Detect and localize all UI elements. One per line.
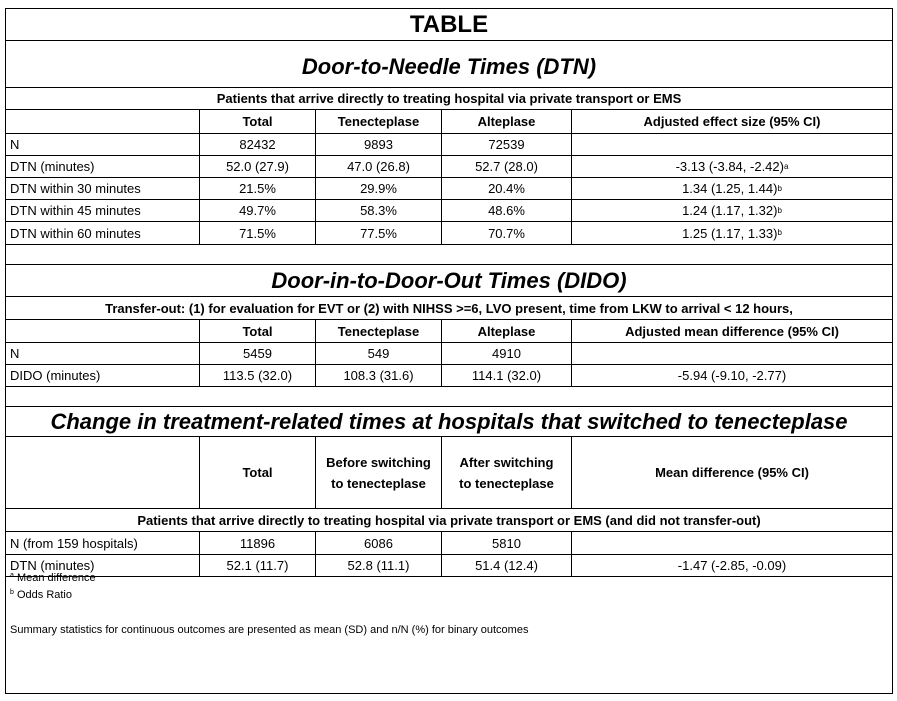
table-title-row	[6, 9, 892, 41]
cell-effect: -3.13 (-3.84, -2.42) a	[571, 156, 892, 177]
dido-title-row	[6, 265, 892, 297]
cell-total: 5459	[199, 343, 315, 364]
table-row	[6, 555, 892, 577]
change-title-row	[6, 407, 892, 437]
table-row	[6, 343, 892, 365]
cell-difference: -1.47 (-2.85, -0.09)	[571, 555, 892, 576]
cell-total: 82432	[199, 134, 315, 155]
cell-before: 52.8 (11.1)	[315, 555, 441, 576]
row-label: N	[10, 346, 20, 361]
table-row	[6, 156, 892, 178]
footnote-b-text: Odds Ratio	[16, 589, 72, 601]
cell-tenecteplase: 77.5%	[315, 222, 441, 244]
cell-alteplase: 48.6%	[441, 200, 571, 221]
dido-header-alteplase: Alteplase	[441, 320, 571, 342]
cell-difference	[571, 532, 892, 554]
cell-after: 5810	[441, 532, 571, 554]
table-row	[6, 200, 892, 222]
results-table	[5, 8, 893, 694]
dtn-header-tenecteplase: Tenecteplase	[315, 110, 441, 133]
cell-effect: 1.24 (1.17, 1.32) b	[571, 200, 892, 221]
dtn-section-title: Door-to-Needle Times (DTN)	[301, 54, 597, 79]
change-section-title: Change in treatment-related times at hospitals that switched to tenecteplase	[50, 408, 848, 434]
row-label: DTN within 30 minutes	[10, 181, 141, 196]
change-header-empty	[6, 437, 199, 508]
cell-alteplase: 72539	[441, 134, 571, 155]
dido-section-title: Door-in-to-Door-Out Times (DIDO)	[271, 267, 627, 293]
cell-alteplase: 114.1 (32.0)	[441, 365, 571, 386]
cell-alteplase: 70.7%	[441, 222, 571, 244]
table-title: TABLE	[409, 10, 489, 38]
cell-total: 52.0 (27.9)	[199, 156, 315, 177]
cell-tenecteplase: 108.3 (31.6)	[315, 365, 441, 386]
row-label: DTN within 60 minutes	[10, 225, 141, 241]
dtn-title-row	[6, 41, 892, 88]
row-label: DTN (minutes)	[10, 159, 95, 174]
cell-difference: -5.94 (-9.10, -2.77)	[571, 365, 892, 386]
spacer-row	[6, 245, 892, 265]
change-subtitle: Patients that arrive directly to treating hospital via private transport or EMS (and did not transfer-out)	[137, 512, 761, 528]
dtn-header-total: Total	[199, 110, 315, 133]
row-label: N	[10, 137, 20, 152]
footnote-a-mark: a	[10, 572, 14, 579]
cell-tenecteplase: 58.3%	[315, 200, 441, 221]
dtn-header-row	[6, 110, 892, 134]
dtn-header-empty	[6, 110, 199, 133]
table-row	[6, 532, 892, 555]
change-header-after	[441, 437, 571, 508]
dido-header-difference: Adjusted mean difference (95% CI)	[571, 320, 892, 342]
footnote-a	[10, 572, 96, 584]
change-header-before-line2: to tenecteplase	[331, 475, 426, 491]
cell-tenecteplase: 9893	[315, 134, 441, 155]
cell-effect-value: 1.25 (1.17, 1.33)	[682, 225, 778, 241]
change-header-after-line2: to tenecteplase	[459, 475, 554, 491]
dido-header-row	[6, 320, 892, 343]
cell-difference	[571, 343, 892, 364]
cell-tenecteplase: 29.9%	[315, 178, 441, 199]
cell-tenecteplase: 47.0 (26.8)	[315, 156, 441, 177]
dtn-header-effect: Adjusted effect size (95% CI)	[571, 110, 892, 133]
dido-subtitle: Transfer-out: (1) for evaluation for EVT or (2) with NIHSS >=6, LVO present, time from LKW to arrival < 12 hours,	[105, 300, 793, 316]
spacer-row	[6, 387, 892, 407]
table-row	[6, 178, 892, 200]
cell-effect-value: 1.34 (1.25, 1.44)	[682, 181, 778, 196]
cell-total: 49.7%	[199, 200, 315, 221]
table-row	[6, 134, 892, 156]
cell-tenecteplase: 549	[315, 343, 441, 364]
change-subtitle-row	[6, 509, 892, 532]
summary-note: Summary statistics for continuous outcomes are presented as mean (SD) and n/N (%) for binary outcomes	[10, 624, 529, 636]
cell-effect: 1.25 (1.17, 1.33) b	[571, 222, 892, 244]
cell-total: 52.1 (11.7)	[199, 555, 315, 576]
cell-before: 6086	[315, 532, 441, 554]
cell-alteplase: 20.4%	[441, 178, 571, 199]
dido-header-total: Total	[199, 320, 315, 342]
table-row	[6, 365, 892, 387]
change-header-row	[6, 437, 892, 509]
row-label: DTN (minutes)	[10, 558, 95, 573]
cell-effect: 1.34 (1.25, 1.44) b	[571, 178, 892, 199]
row-label: DIDO (minutes)	[10, 368, 101, 383]
footnote-b-mark: b	[10, 589, 14, 596]
cell-total: 113.5 (32.0)	[199, 365, 315, 386]
row-label: N (from 159 hospitals)	[10, 535, 138, 551]
row-label: DTN within 45 minutes	[10, 203, 141, 218]
cell-total: 21.5%	[199, 178, 315, 199]
dido-header-tenecteplase: Tenecteplase	[315, 320, 441, 342]
dtn-header-alteplase: Alteplase	[441, 110, 571, 133]
change-header-after-line1: After switching	[459, 454, 554, 470]
cell-alteplase: 52.7 (28.0)	[441, 156, 571, 177]
footnote-b	[10, 589, 72, 601]
cell-effect-value: -3.13 (-3.84, -2.42)	[675, 159, 784, 174]
cell-total: 11896	[199, 532, 315, 554]
dtn-subtitle-row	[6, 88, 892, 110]
cell-after: 51.4 (12.4)	[441, 555, 571, 576]
change-header-before-line1: Before switching	[326, 454, 431, 470]
dido-subtitle-row	[6, 297, 892, 320]
cell-alteplase: 4910	[441, 343, 571, 364]
cell-effect-value: 1.24 (1.17, 1.32)	[682, 203, 778, 218]
cell-total: 71.5%	[199, 222, 315, 244]
change-header-total: Total	[199, 437, 315, 508]
footnote-a-text: Mean difference	[16, 572, 96, 584]
table-row	[6, 222, 892, 245]
dido-header-empty	[6, 320, 199, 342]
cell-effect	[571, 134, 892, 155]
dtn-subtitle: Patients that arrive directly to treating hospital via private transport or EMS	[216, 91, 682, 106]
change-header-before	[315, 437, 441, 508]
change-header-difference: Mean difference (95% CI)	[571, 437, 892, 508]
